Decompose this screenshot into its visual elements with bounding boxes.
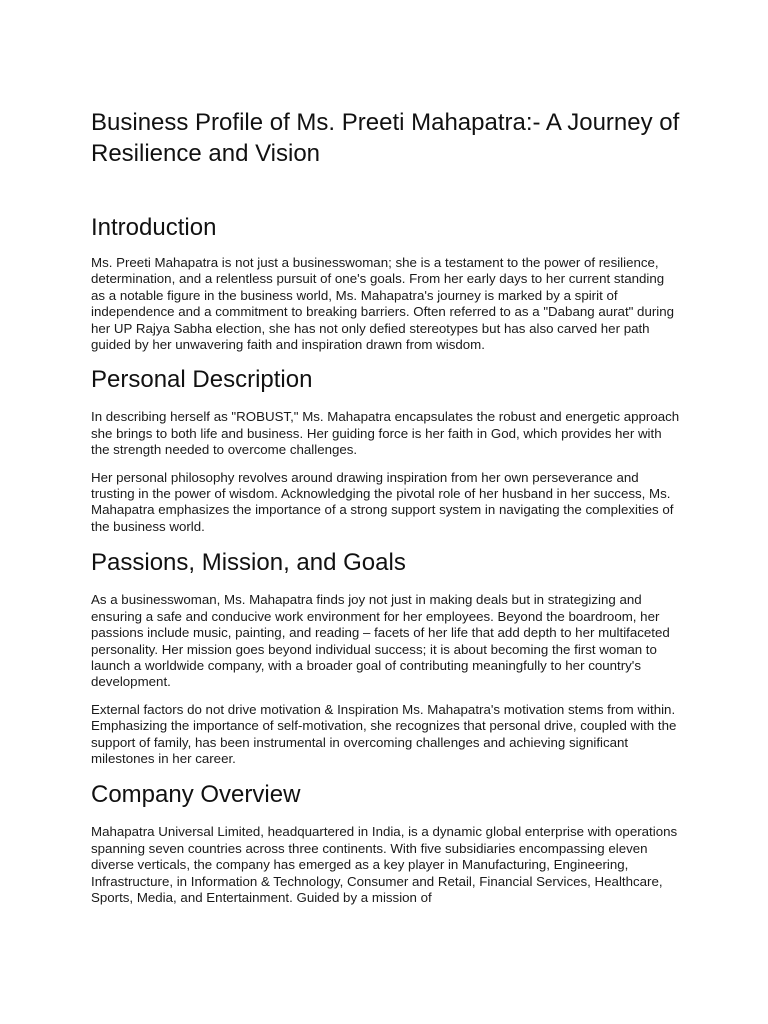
personal-description-paragraph-2: Her personal philosophy revolves around drawing inspiration from her own perseverance and trusting in the power of wisdom. Acknowledging the pivotal role of her husband in her success, Ms. Mahapatra emphasizes the importance of a strong support system in navigating the complexities of the business world. <box>91 469 674 534</box>
section-heading-company-overview: Company Overview <box>91 781 301 809</box>
document-title: Business Profile of Ms. Preeti Mahapatra:- A Journey of Resilience and Vision <box>91 109 680 167</box>
section-heading-personal-description: Personal Description <box>91 366 313 394</box>
introduction-paragraph: Ms. Preeti Mahapatra is not just a businesswoman; she is a testament to the power of resilience, determination, and a relentless pursuit of one's goals. From her early days to her current standing as a notable figure in the business world, Ms. Mahapatra's journey is marked by a spirit of independence and a commitment to breaking barriers. Often referred to as a "Dabang aurat" during her UP Rajya Sabha election, she has not only defied stereotypes but has also carved her path guided by her unwavering faith and inspiration drawn from wisdom. <box>91 255 675 353</box>
personal-description-paragraph-1: In describing herself as "ROBUST," Ms. Mahapatra encapsulates the robust and energetic approach she brings to both life and business. Her guiding force is her faith in God, which provides her with the strength needed to overcome challenges. <box>91 409 680 458</box>
passions-paragraph-1: As a businesswoman, Ms. Mahapatra finds joy not just in making deals but in strategizing and ensuring a safe and conducive work environment for her employees. Beyond the boardroom, her passions include music, painting, and reading – facets of her life that add depth to her multifaceted personality. Her mission goes beyond individual success; it is about becoming the first woman to launch a worldwide company, with a broader goal of contributing meaningfully to her country's development. <box>91 592 670 690</box>
section-heading-passions-mission-goals: Passions, Mission, and Goals <box>91 549 406 577</box>
document-page <box>91 107 681 917</box>
company-overview-paragraph: Mahapatra Universal Limited, headquartered in India, is a dynamic global enterprise with operations spanning seven countries across three continents. With five subsidiaries encompassing eleven diverse verticals, the company has emerged as a key player in Manufacturing, Engineering, Infrastructure, in Information & Technology, Consumer and Retail, Financial Services, Healthcare, Sports, Media, and Entertainment. Guided by a mission of <box>91 824 678 905</box>
section-heading-introduction: Introduction <box>91 214 217 241</box>
passions-paragraph-2: External factors do not drive motivation & Inspiration Ms. Mahapatra's motivation stems from within. Emphasizing the importance of self-motivation, she recognizes that personal drive, coupled with the support of family, has been instrumental in overcoming challenges and achieving significant milestones in her career. <box>91 701 677 766</box>
